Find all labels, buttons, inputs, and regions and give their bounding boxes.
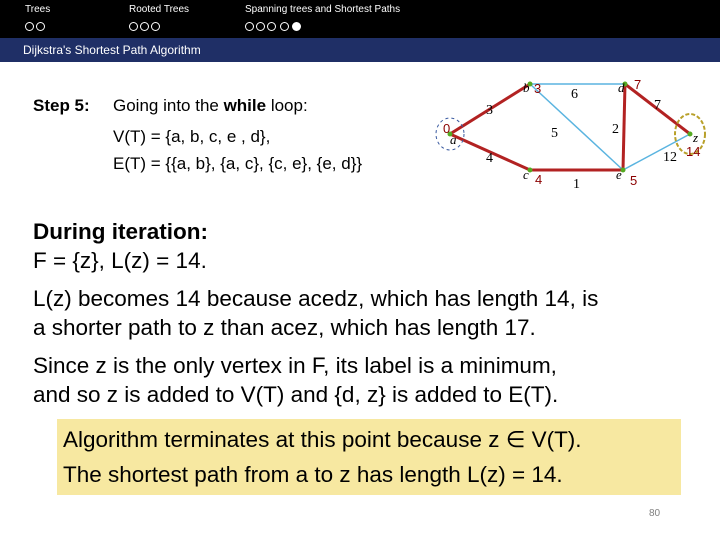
nav-dot[interactable] — [256, 22, 265, 31]
nav-section-rooted-trees[interactable] — [129, 4, 189, 15]
distance-label-e: 5 — [630, 173, 638, 188]
subtitle-bar — [0, 38, 720, 62]
distance-label-b: 3 — [534, 81, 542, 96]
termination-callout — [57, 419, 681, 495]
nav-section-label: Trees — [25, 4, 51, 15]
during-explanation-2: a shorter path to z than acez, which has length 17. — [33, 315, 536, 340]
nav-dot[interactable] — [267, 22, 276, 31]
edge-weight-a-b: 3 — [486, 103, 493, 118]
during-explanation-3: Since z is the only vertex in F, its label is a minimum, — [33, 353, 557, 378]
edge-weight-e-z: 12 — [663, 150, 677, 165]
nav-bar — [0, 0, 720, 38]
vertex-name-b: b — [523, 80, 530, 95]
step-intro-suffix: loop: — [266, 96, 308, 115]
step-intro-keyword: while — [223, 96, 267, 115]
during-explanation-4: and so z is added to V(T) and {d, z} is added to E(T). — [33, 382, 559, 407]
slide-subtitle: Dijkstra's Shortest Path Algorithm — [23, 43, 201, 57]
callout-line-1: Algorithm terminates at this point because z ∈ V(T). — [63, 427, 582, 452]
edge-weight-e-d: 2 — [612, 122, 619, 137]
distance-label-d: 7 — [634, 77, 642, 92]
step-vertex-set: V(T) = {a, b, c, e , d}, — [113, 127, 271, 146]
nav-dot[interactable] — [140, 22, 149, 31]
step-label: Step 5: — [33, 96, 90, 115]
during-f-line: F = {z}, L(z) = 14. — [33, 248, 207, 273]
nav-dot[interactable] — [129, 22, 138, 31]
step-edge-set: E(T) = {{a, b}, {a, c}, {c, e}, {e, d}} — [113, 154, 363, 173]
nav-dot-current[interactable] — [292, 22, 301, 31]
vertex-name-a: a — [450, 132, 457, 147]
step-intro-prefix: Going into the — [113, 96, 224, 115]
during-explanation-1: L(z) becomes 14 because acedz, which has length 14, is — [33, 286, 599, 311]
edge-e-z — [623, 134, 690, 170]
vertex-name-e: e — [616, 167, 622, 182]
nav-section-label: Rooted Trees — [129, 4, 190, 15]
step-intro — [113, 96, 308, 116]
edge-weight-b-d: 6 — [571, 87, 578, 102]
distance-label-z: 14 — [686, 144, 701, 159]
nav-dot[interactable] — [245, 22, 254, 31]
nav-section-spanning-trees[interactable] — [245, 4, 400, 15]
nav-section-label: Spanning trees and Shortest Paths — [245, 4, 401, 15]
distance-label-a: 0 — [443, 121, 451, 136]
during-heading: During iteration: — [33, 219, 208, 244]
edge-weight-d-z: 7 — [654, 98, 661, 113]
vertex-name-d: d — [618, 80, 625, 95]
nav-dot[interactable] — [280, 22, 289, 31]
graph-diagram — [430, 62, 720, 212]
nav-dot[interactable] — [151, 22, 160, 31]
vertex-name-z: z — [693, 130, 699, 145]
distance-label-c: 4 — [535, 172, 543, 187]
callout-line-2: The shortest path from a to z has length L(z) = 14. — [63, 462, 563, 487]
edge-weight-a-c: 4 — [486, 151, 493, 166]
vertex-name-c: c — [523, 167, 529, 182]
page-number: 80 — [649, 508, 661, 519]
edge-weight-c-e: 1 — [573, 177, 580, 192]
nav-dot[interactable] — [25, 22, 34, 31]
nav-section-trees[interactable] — [25, 4, 50, 15]
vertex-z — [688, 132, 693, 137]
nav-dot[interactable] — [36, 22, 45, 31]
edge-e-d — [623, 84, 625, 170]
edge-weight-b-e: 5 — [551, 126, 558, 141]
